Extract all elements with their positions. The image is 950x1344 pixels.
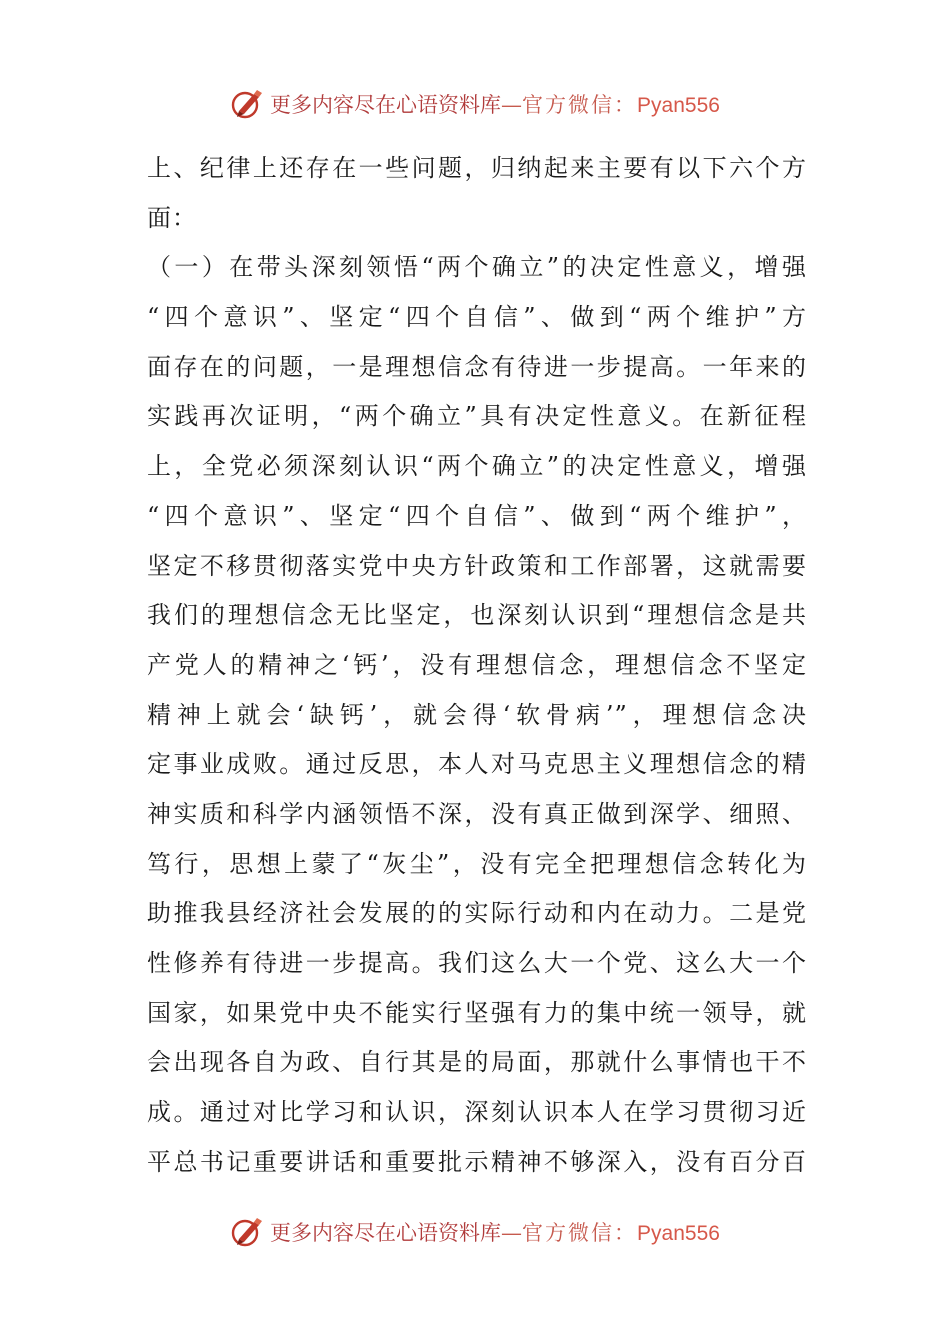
banner-wechat-label: 官方微信： [522,1221,638,1245]
body-line: 上、纪律上还存在一些问题，归纳起来主要有以下六个方 [147,154,807,182]
body-line: （一）在带头深刻领悟“两个确立”的决定性意义，增强 [147,253,807,282]
body-line: 国家，如果党中央不能实行坚强有力的集中统一领导，就 [147,998,807,1027]
body-line: 面： [147,203,197,232]
document-body [147,144,807,1187]
pen-logo-icon [230,86,266,122]
body-line: 会出现各自为政、自行其是的局面，那就什么事情也干不 [147,1048,807,1077]
body-line: 助推我县经济社会发展的的实际行动和内在动力。二是党 [147,899,807,928]
body-line: 性修养有待进一步提高。我们这么大一个党、这么大一个 [147,949,807,977]
body-line: 上，全党必须深刻认识“两个确立”的决定性意义，增强 [147,452,807,481]
body-line: 产党人的精神之‘钙’，没有理想信念，理想信念不坚定 [147,650,807,679]
header-watermark-banner [0,82,950,126]
body-line: 我们的理想信念无比坚定，也深刻认识到“理想信念是共 [147,601,807,630]
pen-logo-icon [230,1214,266,1250]
body-line: 神实质和科学内涵领悟不深，没有真正做到深学、细照、 [147,799,807,828]
body-line: 实践再次证明，“两个确立”具有决定性意义。在新征程 [147,402,807,431]
body-line: 平总书记重要讲话和重要批示精神不够深入，没有百分百 [147,1147,807,1176]
body-line: 坚定不移贯彻落实党中央方针政策和工作部署，这就需要 [147,551,807,580]
banner-wechat-label: 官方微信： [522,93,638,117]
footer-watermark-banner [0,1210,950,1254]
banner-site-name: 更多内容尽在心语资料库 [270,93,502,117]
body-line: 面存在的问题，一是理想信念有待进一步提高。一年来的 [147,352,807,381]
banner-wechat-id: Pyan556 [637,1222,720,1245]
banner-site-name: 更多内容尽在心语资料库 [270,1221,502,1245]
body-line: 定事业成败。通过反思，本人对马克思主义理想信念的精 [147,750,807,779]
body-line: “四个意识”、坚定“四个自信”、做到“两个维护”方 [147,303,807,332]
banner-dash: — [501,1221,523,1245]
body-line: 精神上就会‘缺钙’，就会得‘软骨病’”，理想信念决 [147,700,807,729]
banner-dash: — [501,93,523,117]
body-line: 成。通过对比学习和认识，深刻认识本人在学习贯彻习近 [147,1098,807,1127]
banner-wechat-id: Pyan556 [637,94,720,117]
body-line: “四个意识”、坚定“四个自信”、做到“两个维护”， [147,501,807,530]
body-line: 笃行，思想上蒙了“灰尘”，没有完全把理想信念转化为 [147,849,807,878]
